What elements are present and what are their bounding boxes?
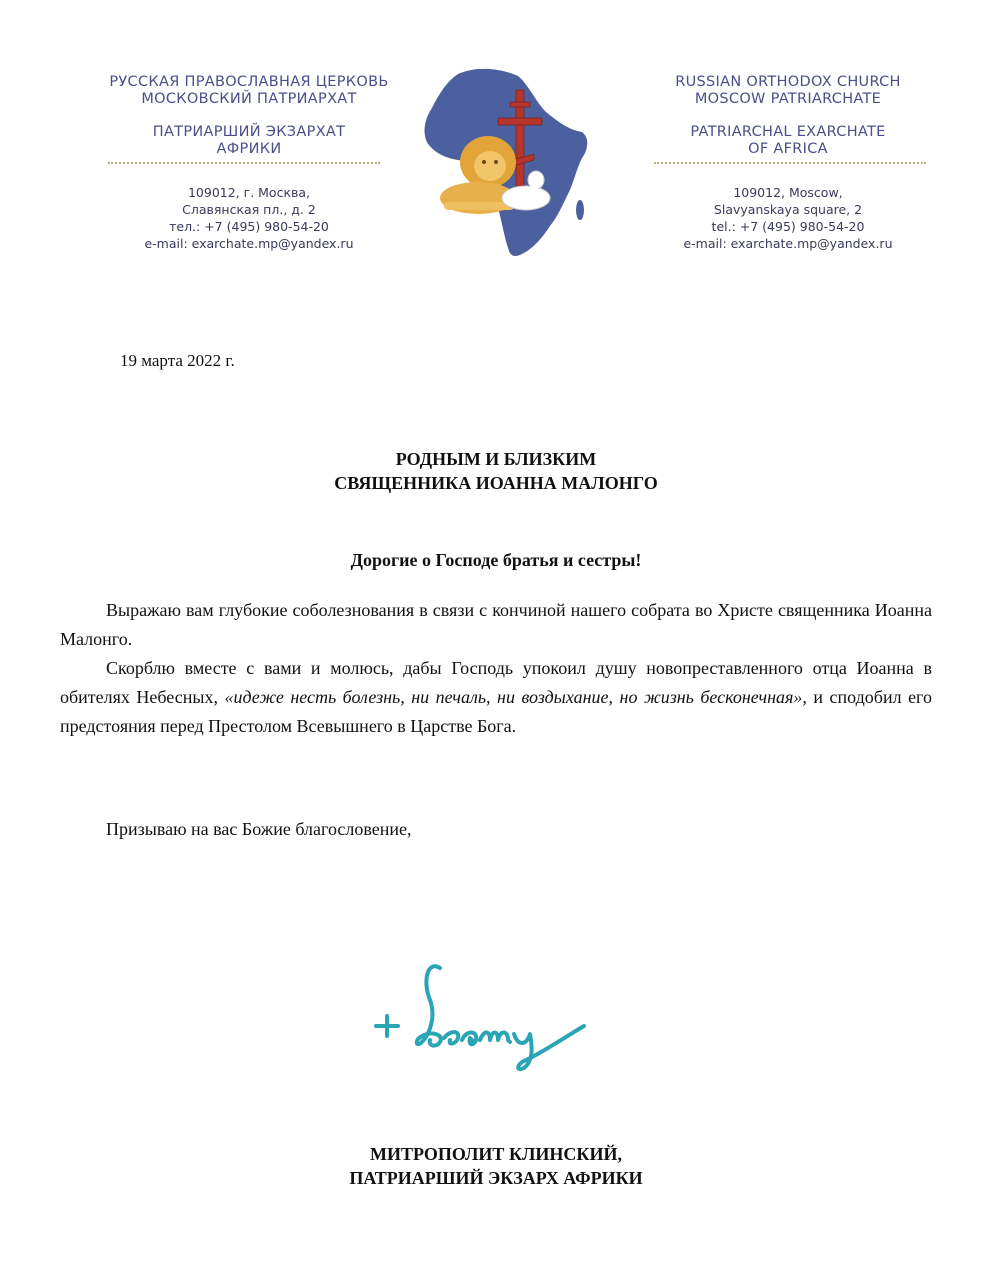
address-line-en: Slavyanskaya square, 2 (713, 202, 863, 217)
address-line-ru: 109012, г. Москва, (187, 185, 311, 200)
address-line-en: 109012, Moscow, (733, 185, 843, 200)
email-ru: e-mail: exarchate.mp@yandex.ru (144, 236, 354, 251)
signatory-title-1: МИТРОПОЛИТ КЛИНСКИЙ, (370, 1144, 622, 1164)
region-ru: АФРИКИ (216, 141, 282, 157)
patriarchate-en: MOSCOW PATRIARCHATE (694, 91, 882, 107)
paragraph-condolence: Выражаю вам глубокие соболезнования в связи с кончиной нашего собрата во Христе священника Иоанна Малонго. (60, 600, 932, 649)
exarchate-logo (418, 62, 596, 262)
letter-date: 19 марта 2022 г. (120, 351, 235, 370)
exarchate-en: PATRIARCHAL EXARCHATE (690, 124, 886, 140)
paragraph-prayer-text-end: и сподобил его предстояния перед Престолом Всевышнего в Царстве Бога. (60, 687, 932, 736)
paragraph-prayer (60, 654, 932, 741)
address-line-ru: Славянская пл., д. 2 (182, 202, 316, 217)
recipient-line-2: СВЯЩЕННИКА ИОАННА МАЛОНГО (334, 473, 658, 493)
paragraph-prayer-text: Скорблю вместе с вами и молюсь, дабы Господь упокоил душу новопреставленного отца Иоанна в обителях Небесных, (60, 658, 932, 707)
closing-blessing: Призываю на вас Божие благословение, (106, 819, 412, 839)
region-en: OF AFRICA (748, 141, 828, 157)
phone-ru: тел.: +7 (495) 980-54-20 (169, 219, 329, 234)
church-name-ru: РУССКАЯ ПРАВОСЛАВНАЯ ЦЕРКОВЬ (109, 74, 389, 90)
email-en: e-mail: exarchate.mp@yandex.ru (683, 236, 893, 251)
separator-en (654, 162, 926, 164)
salutation: Дорогие о Господе братья и сестры! (350, 550, 642, 570)
separator-ru (108, 162, 380, 164)
phone-en: tel.: +7 (495) 980-54-20 (711, 219, 865, 234)
patriarchate-ru: МОСКОВСКИЙ ПАТРИАРХАТ (141, 91, 357, 107)
handwritten-signature-icon (370, 950, 600, 1080)
exarchate-ru: ПАТРИАРШИЙ ЭКЗАРХАТ (152, 124, 346, 140)
scripture-quote: «идеже несть болезнь, ни печаль, ни воздыхание, но жизнь бесконечная», (224, 687, 807, 707)
signatory-title-2: ПАТРИАРШИЙ ЭКЗАРХ АФРИКИ (349, 1168, 643, 1188)
recipient-line-1: РОДНЫМ И БЛИЗКИМ (395, 449, 597, 469)
church-name-en: RUSSIAN ORTHODOX CHURCH (675, 74, 901, 90)
